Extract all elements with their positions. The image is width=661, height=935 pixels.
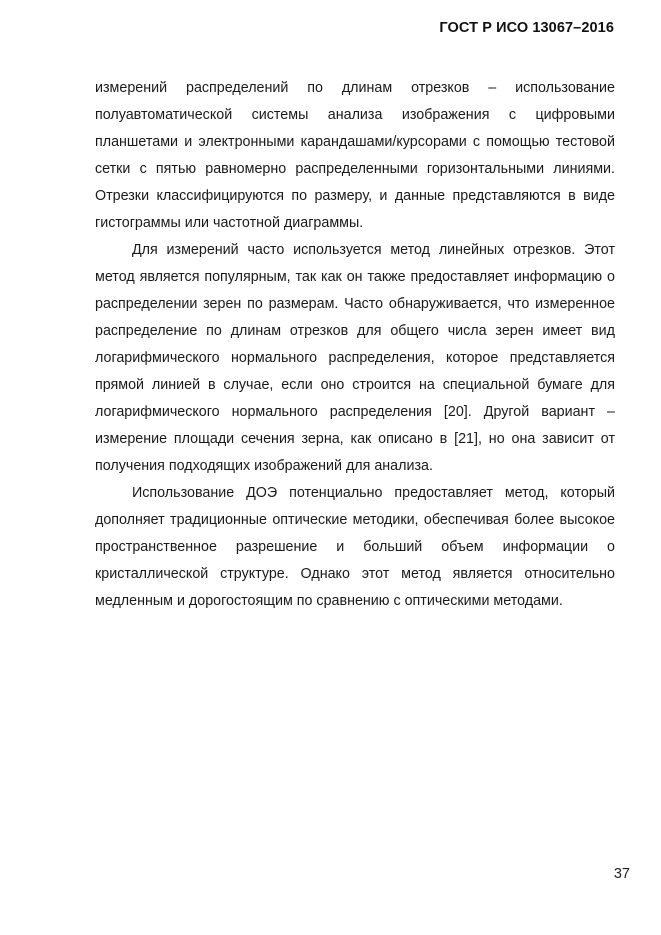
body-text xyxy=(95,75,615,615)
standard-header: ГОСТ Р ИСО 13067–2016 xyxy=(439,20,614,36)
page-number: 37 xyxy=(613,866,630,882)
paragraph-continuation: измерений распределений по длинам отрезков – использование полуавтоматической системы анализа изображения с цифровыми планшетами и электронными карандашами/курсорами с помощью тестовой сетки с пятью равномерно распределенными горизонтальными линиями. Отрезки классифицируются по размеру, и данные представляются в виде гистограммы или частотной диаграммы. xyxy=(95,80,615,231)
paragraph-ebsd-method: Использование ДОЭ потенциально предоставляет метод, который дополняет традиционные оптические методики, обеспечивая более высокое пространственное разрешение и больший объем информации о кристаллической структуре. Однако этот метод является относительно медленным и дорогостоящим по сравнению с оптическими методами. xyxy=(95,485,615,609)
paragraph-linear-intercept-method: Для измерений часто используется метод линейных отрезков. Этот метод является популярным, так как он также предоставляет информацию о распределении зерен по размерам. Часто обнаруживается, что измеренное распределение по длинам отрезков для общего числа зерен имеет вид логарифмического нормального распределения, которое представляется прямой линией в случае, если оно строится на специальной бумаге для логарифмического нормального распределения [20]. Другой вариант – измерение площади сечения зерна, как описано в [21], но она зависит от получения подходящих изображений для анализа. xyxy=(95,242,615,474)
